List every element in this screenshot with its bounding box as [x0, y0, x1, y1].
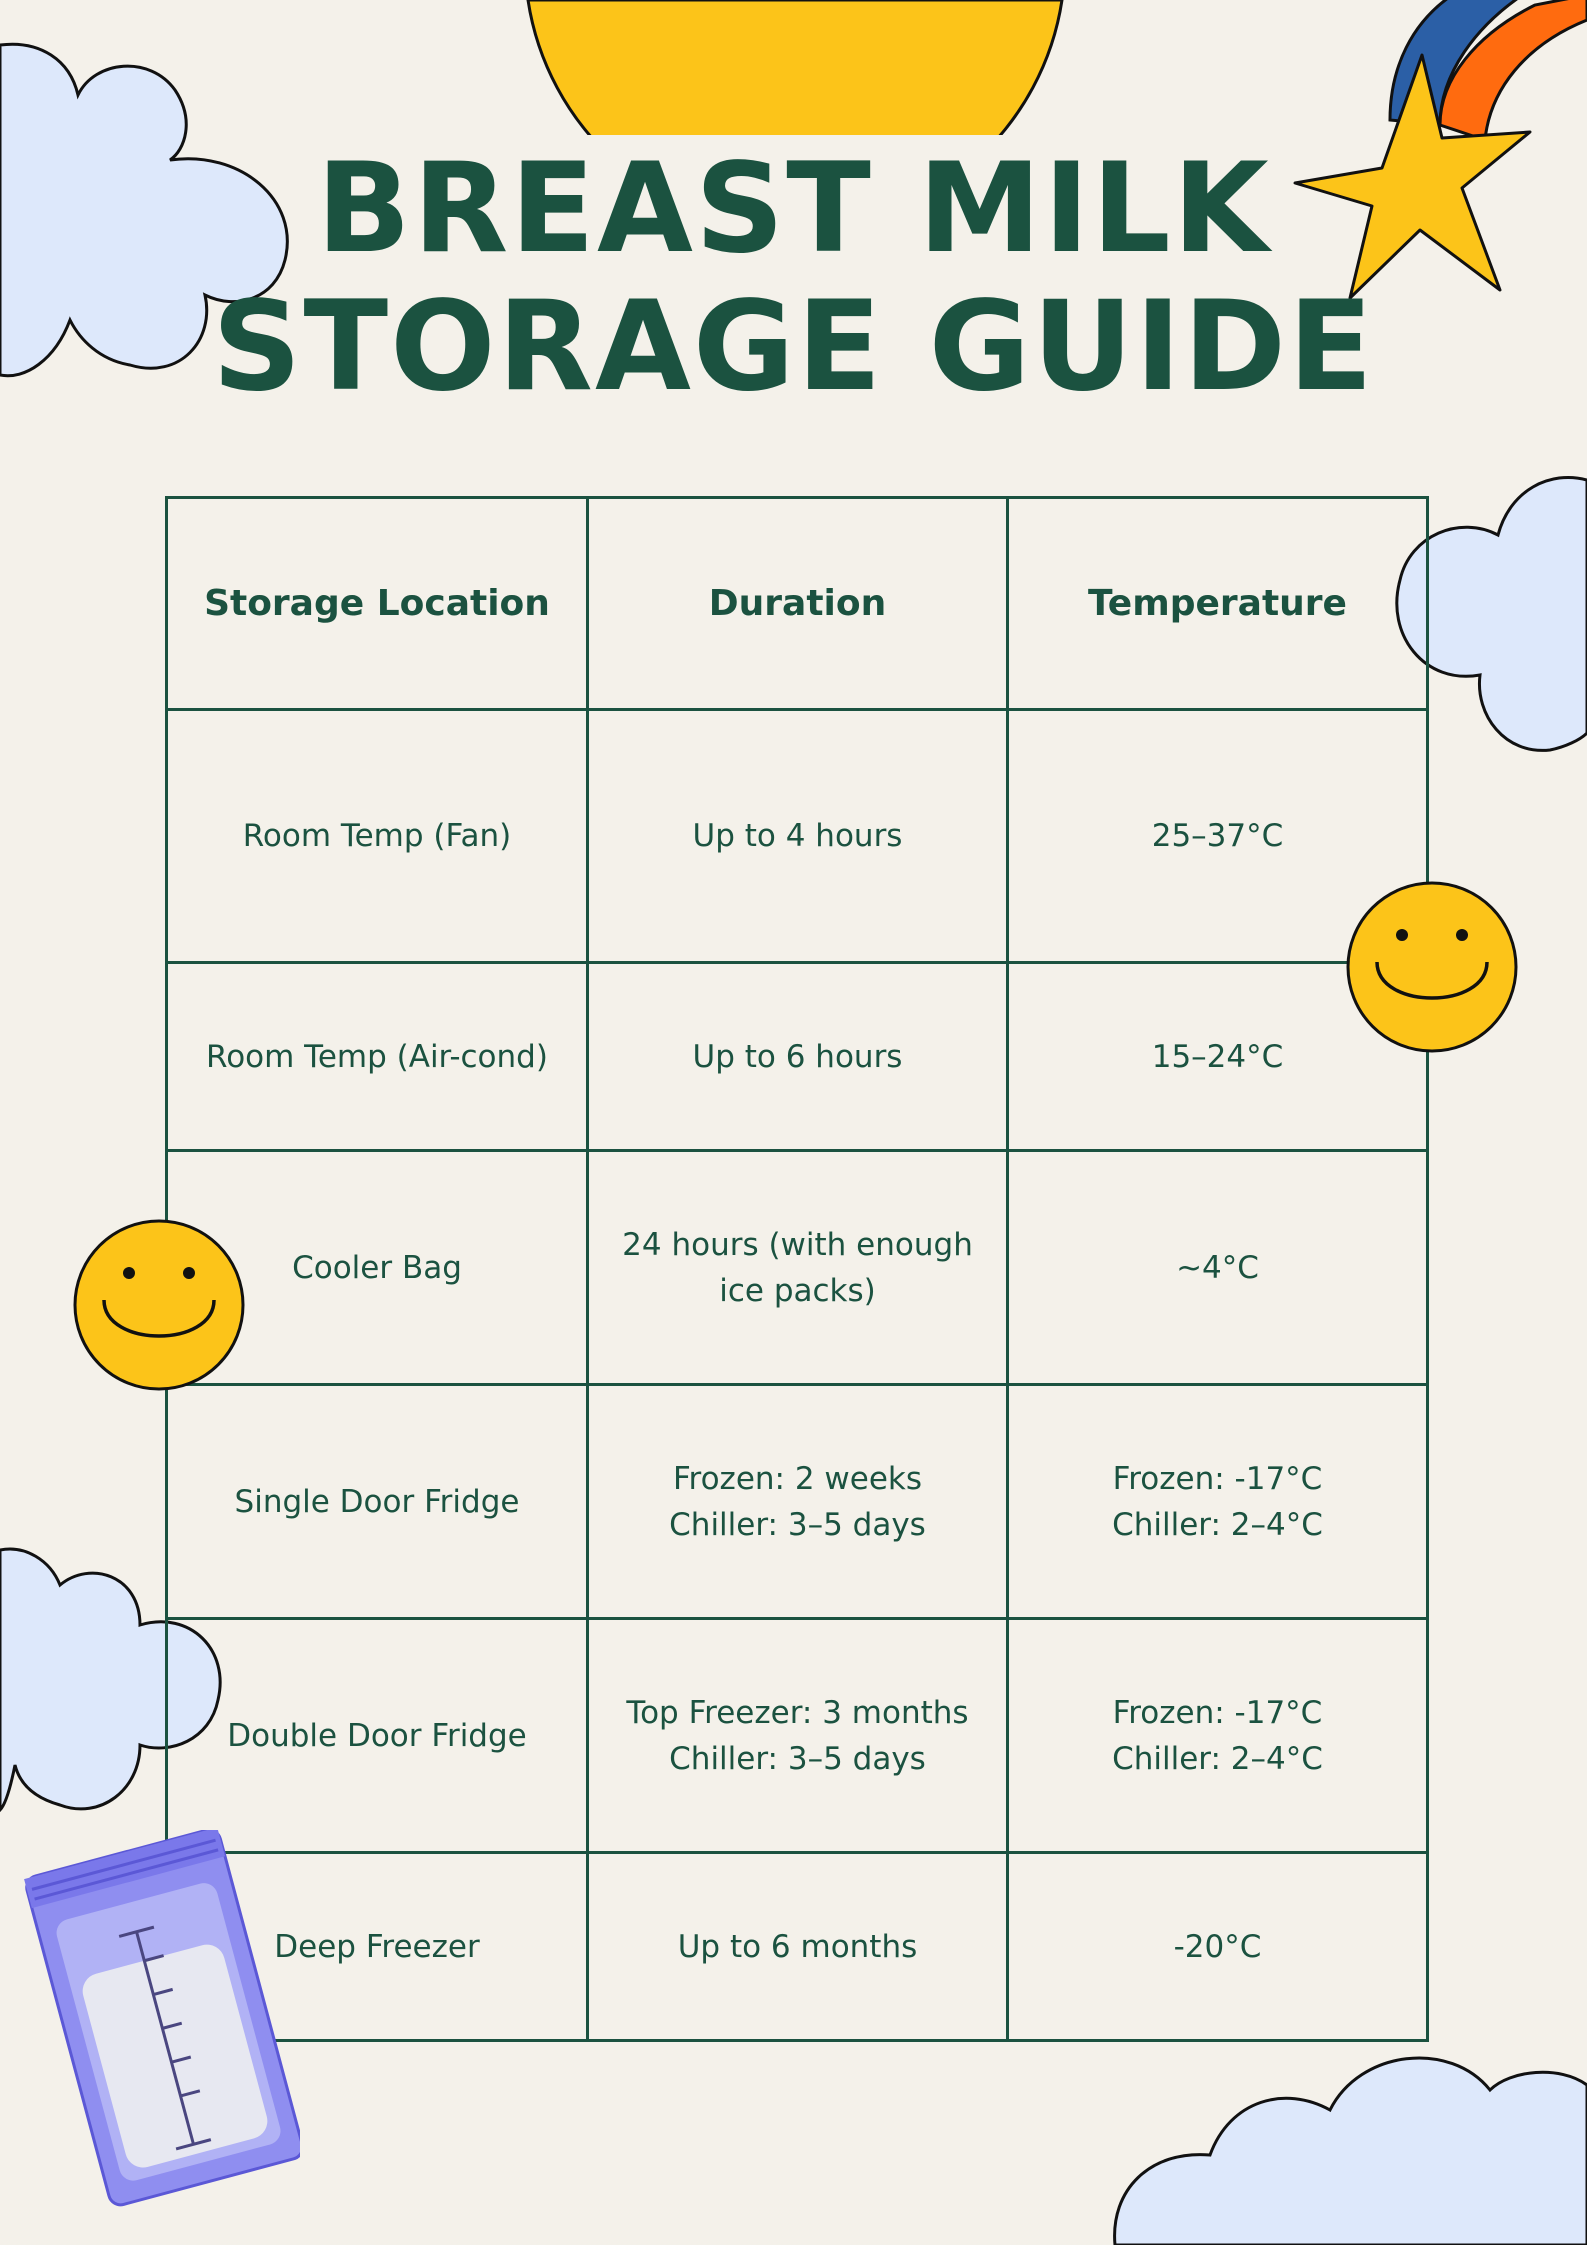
header-storage-location: Storage Location [167, 498, 588, 710]
cell-temperature: Frozen: -17°C Chiller: 2–4°C [1008, 1385, 1428, 1619]
table-row [167, 963, 1428, 1151]
cell-temperature: ~4°C [1008, 1151, 1428, 1385]
title-line-2: STORAGE GUIDE [212, 275, 1375, 419]
cell-duration: Up to 4 hours [588, 710, 1008, 963]
cell-temperature: Frozen: -17°C Chiller: 2–4°C [1008, 1619, 1428, 1853]
cell-location: Room Temp (Fan) [167, 710, 588, 963]
smiley-icon [1345, 880, 1519, 1054]
table-row [167, 1385, 1428, 1619]
page-title [0, 137, 1587, 419]
cell-location: Double Door Fridge [167, 1619, 588, 1853]
cell-temperature: 25–37°C [1008, 710, 1428, 963]
milk-bag-icon [10, 1830, 300, 2210]
cell-duration: Up to 6 months [588, 1853, 1008, 2041]
table-row [167, 710, 1428, 963]
title-line-1: BREAST MILK [316, 137, 1271, 281]
cell-temperature: 15–24°C [1008, 963, 1428, 1151]
cell-location: Cooler Bag [167, 1151, 588, 1385]
table-row [167, 1853, 1428, 2041]
table-header-row [167, 498, 1428, 710]
header-duration: Duration [588, 498, 1008, 710]
cloud-icon [1110, 2040, 1587, 2245]
table-row [167, 1619, 1428, 1853]
cell-duration: Up to 6 hours [588, 963, 1008, 1151]
cell-location: Single Door Fridge [167, 1385, 588, 1619]
table-row [167, 1151, 1428, 1385]
smiley-icon [72, 1218, 246, 1392]
cell-location: Deep Freezer [167, 1853, 588, 2041]
cell-location: Room Temp (Air-cond) [167, 963, 588, 1151]
cell-duration: 24 hours (with enough ice packs) [588, 1151, 1008, 1385]
cell-duration: Top Freezer: 3 months Chiller: 3–5 days [588, 1619, 1008, 1853]
header-temperature: Temperature [1008, 498, 1428, 710]
cell-duration: Frozen: 2 weeks Chiller: 3–5 days [588, 1385, 1008, 1619]
storage-table [165, 496, 1429, 2042]
cell-temperature: -20°C [1008, 1853, 1428, 2041]
sun-icon [510, 0, 1080, 135]
